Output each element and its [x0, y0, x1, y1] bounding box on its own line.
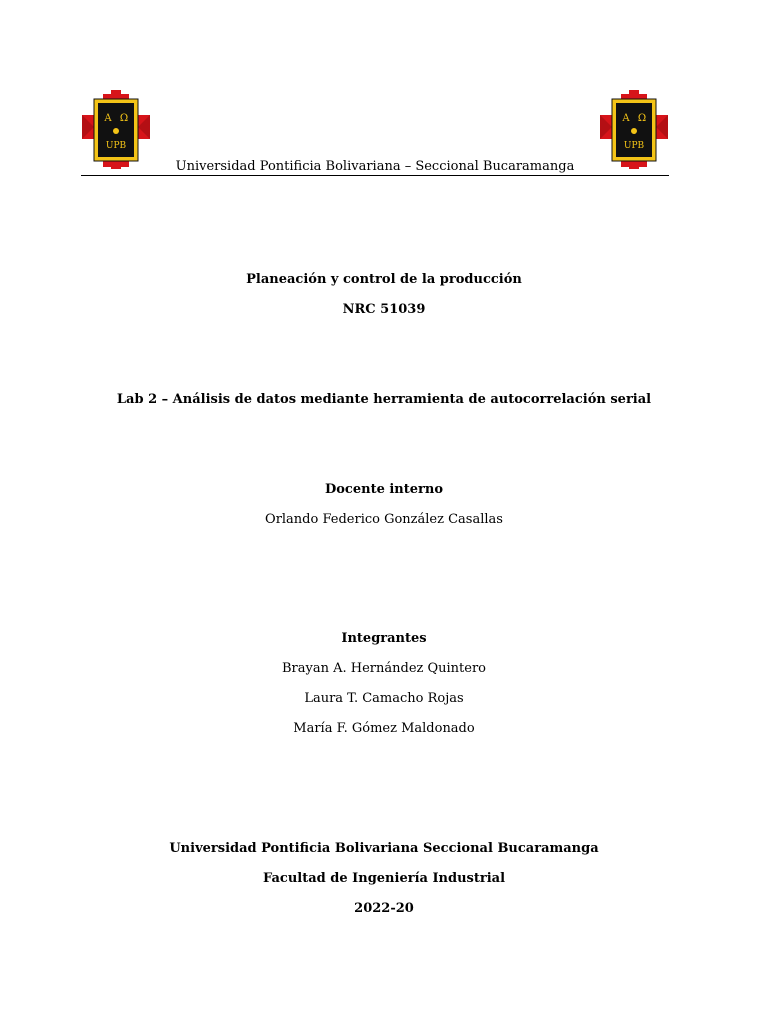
course-name: Planeación y control de la producción: [246, 272, 522, 287]
svg-text:Ω: Ω: [119, 113, 129, 124]
header-divider: [81, 175, 669, 176]
svg-text:A: A: [622, 113, 630, 124]
members-heading: Integrantes: [341, 631, 427, 646]
svg-text:Ω: Ω: [637, 113, 647, 124]
lab-title: Lab 2 – Análisis de datos mediante herramienta de autocorrelación serial: [116, 392, 652, 407]
svg-text:A: A: [104, 113, 112, 124]
footer-university: Universidad Pontificia Bolivariana Seccional Bucaramanga: [169, 841, 599, 856]
member-name: Brayan A. Hernández Quintero: [281, 661, 487, 676]
member-name: Laura T. Camacho Rojas: [304, 691, 464, 706]
upb-seal-icon: [599, 89, 669, 169]
upb-seal-icon: [81, 89, 151, 169]
course-nrc: NRC 51039: [342, 302, 426, 317]
header-institution: Universidad Pontificia Bolivariana – Seccional Bucaramanga: [175, 159, 575, 174]
footer-faculty: Facultad de Ingeniería Industrial: [262, 871, 506, 886]
svg-text:UPB: UPB: [623, 141, 645, 151]
footer-term: 2022-20: [354, 901, 414, 916]
member-name: María F. Gómez Maldonado: [293, 721, 475, 736]
svg-text:UPB: UPB: [105, 141, 127, 151]
teacher-name: Orlando Federico González Casallas: [265, 512, 503, 527]
teacher-heading: Docente interno: [324, 482, 444, 497]
